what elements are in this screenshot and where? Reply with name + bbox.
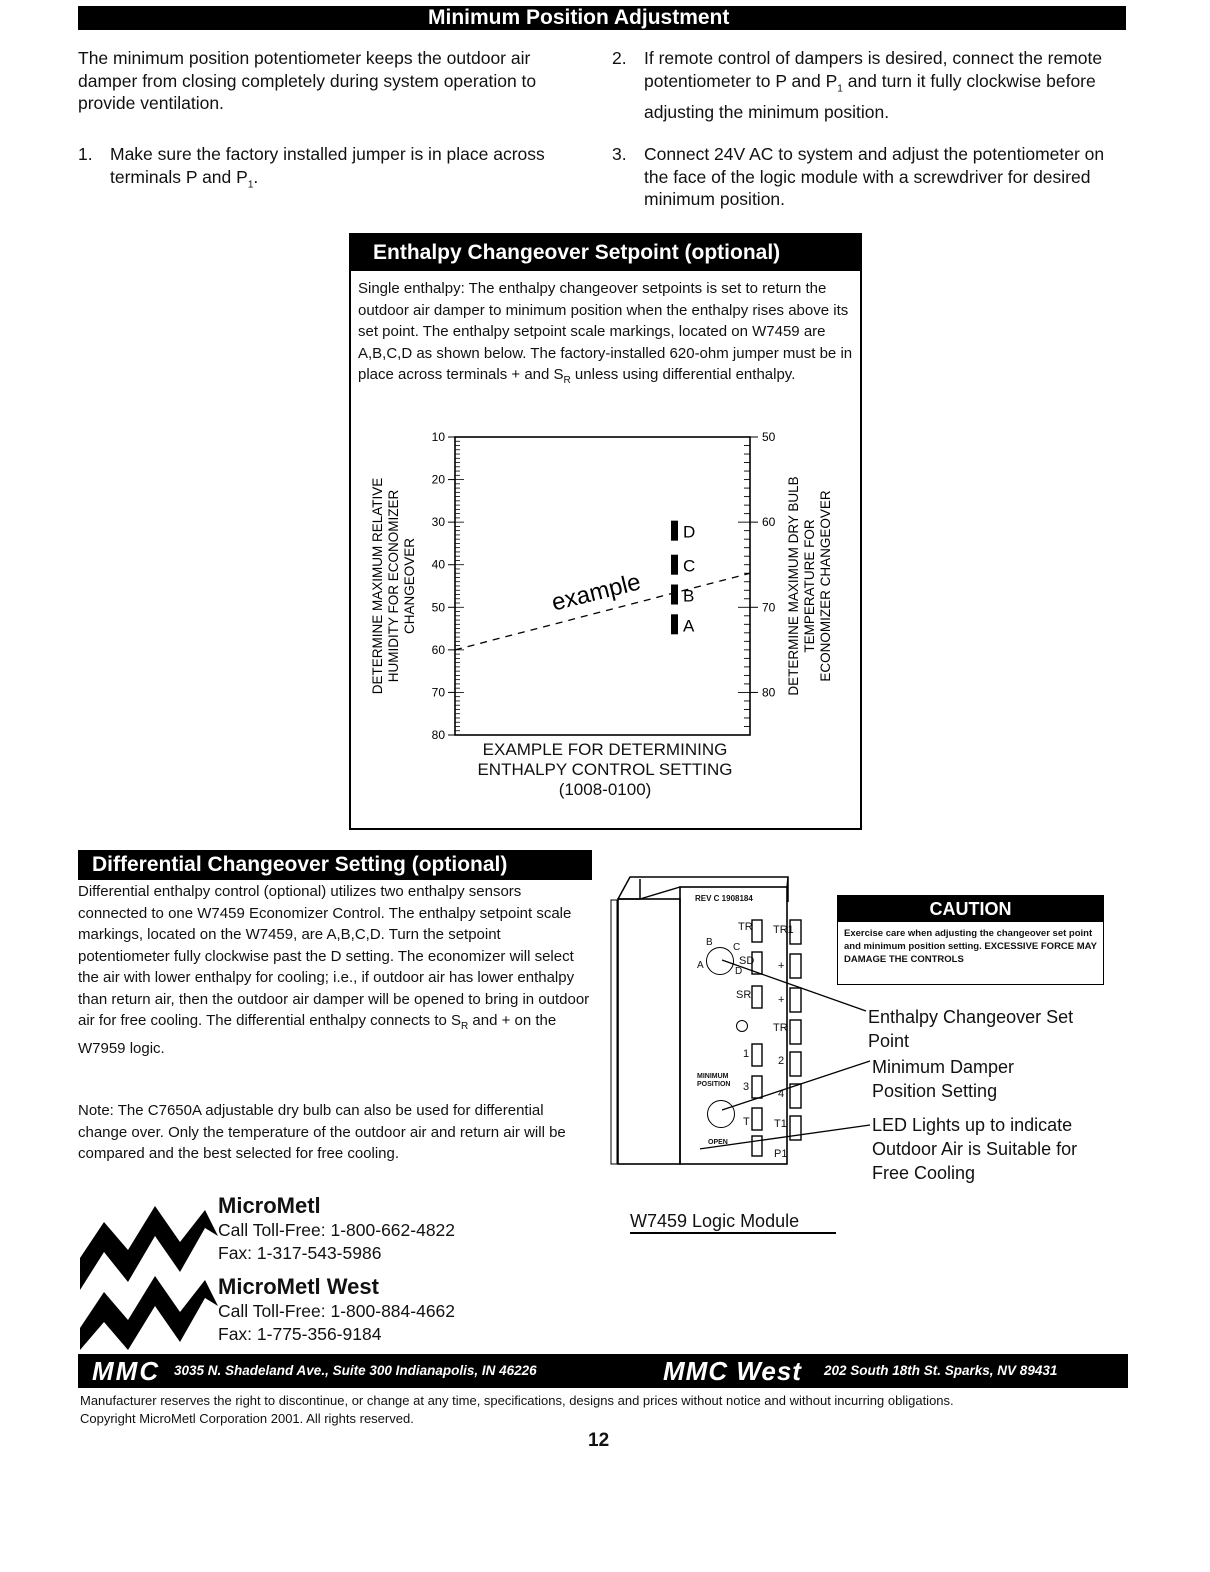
right-axis-title: DETERMINE MAXIMUM DRY BULB xyxy=(786,476,801,696)
left-axis-title: HUMIDITY FOR ECONOMIZER xyxy=(386,489,401,683)
caution-text: Exercise care when adjusting the changeover set point and minimum position setting. EXCESSIVE FORCE MAY DAMAGE THE CONTROLS xyxy=(844,928,1097,965)
right-tick-label: 60 xyxy=(762,515,776,530)
terminal-t: T xyxy=(743,1116,750,1128)
terminal-plus-2: + xyxy=(778,994,785,1006)
terminal-tr: TR xyxy=(738,921,753,933)
setpoint-marker-c xyxy=(671,555,678,575)
enthalpy-chart xyxy=(360,425,850,745)
terminal-1: 1 xyxy=(743,1048,750,1060)
left-tick-label: 80 xyxy=(431,728,445,742)
pot-letter-d: D xyxy=(735,966,743,977)
left-tick-label: 70 xyxy=(431,685,445,700)
terminal-t1: T1 xyxy=(774,1118,787,1130)
footer-west-address: 202 South 18th St. Sparks, NV 89431 xyxy=(824,1363,1058,1378)
contact-micrometl xyxy=(218,1193,455,1265)
chart-caption-line-1: EXAMPLE FOR DETERMINING xyxy=(482,740,728,759)
callout-enthalpy-setpoint: Enthalpy Changeover Set Point xyxy=(868,1007,1074,1051)
contact-phone: Call Toll-Free: 1-800-662-4822 xyxy=(218,1220,456,1240)
terminal-p1: P1 xyxy=(774,1148,788,1160)
enthalpy-body: Single enthalpy: The enthalpy changeover setpoints is set to return the outdoor air damper to minimum position when the enthalpy rises above its set point. The enthalpy setpoint scale markings, located on W7459 are A,B,C,D as shown below. The factory-installed 620-ohm jumper must be in place across terminals + and $S_R$ unless using differential enthalpy. xyxy=(358,280,853,386)
differential-body: Differential enthalpy control (optional) utilizes two enthalpy sensors connected to one W7459 Economizer Control. The enthalpy setpoint scale markings, located on the W7459, are A,B,C,D. Turn the setpoint potentiometer fully clockwise past the D setting. The economizer will select the air with lower enthalpy for cooling; i.e., if outdoor air has lower enthalpy than return air, then the outdoor air damper will be opened to bring in outdoor air for free cooling. The differential enthalpy connects to $S_R$ and + on the W7959 logic. xyxy=(78,883,590,1057)
example-annotation: example xyxy=(548,568,644,617)
setpoint-marker-d xyxy=(671,521,678,541)
terminal-sr: SR xyxy=(736,989,752,1001)
setpoint-marker-a xyxy=(671,614,678,634)
min-position-label: MINIMUM POSITION xyxy=(697,1073,731,1088)
chart-caption xyxy=(450,740,760,800)
right-axis-title: TEMPERATURE FOR xyxy=(802,519,817,653)
left-tick-label: 30 xyxy=(431,515,445,530)
step-1: 1. Make sure the factory installed jumper is in place across terminals P and $P_1$. xyxy=(78,144,545,190)
terminal-sd: SD xyxy=(739,955,755,967)
right-tick-label: 70 xyxy=(762,600,776,615)
page-number: 12 xyxy=(588,1430,610,1451)
footer-address-bar xyxy=(78,1354,1128,1388)
setpoint-marker-b xyxy=(671,585,678,605)
min-position-intro: The minimum position potentiometer keeps the outdoor air damper from closing completely during system operation to provide ventilation. xyxy=(78,48,537,113)
terminal-3: 3 xyxy=(743,1081,750,1093)
setpoint-label-b: B xyxy=(683,586,695,606)
differential-title: Differential Changeover Setting (optional) xyxy=(92,853,508,876)
callout-led: LED Lights up to indicate Outdoor Air is Suitable for Free Cooling xyxy=(872,1115,1078,1183)
terminal-4: 4 xyxy=(778,1088,785,1100)
footer-mmc: MMC xyxy=(92,1356,161,1386)
differential-header xyxy=(78,850,592,880)
contact-fax: Fax: 1-317-543-5986 xyxy=(218,1243,382,1263)
min-position-header xyxy=(78,6,1126,30)
enthalpy-title: Enthalpy Changeover Setpoint (optional) xyxy=(373,241,781,264)
pot-letter-c: C xyxy=(733,942,741,953)
footer-west: MMC West xyxy=(663,1356,802,1386)
step-3: 3. Connect 24V AC to system and adjust the potentiometer on the face of the logic module with a screwdriver for desired minimum position. xyxy=(612,144,1105,209)
left-tick-label: 60 xyxy=(431,642,445,657)
callout-min-damper: Minimum Damper Position Setting xyxy=(872,1057,1015,1101)
pot-letter-a: A xyxy=(697,960,704,971)
open-label: OPEN xyxy=(708,1139,728,1146)
right-tick-label: 80 xyxy=(762,685,776,700)
left-tick-label: 50 xyxy=(431,600,445,615)
differential-note: Note: The C7650A adjustable dry bulb can also be used for differential change over. Only the temperature of the outdoor air and return air will be compared and the best selected for free cooling. xyxy=(78,1102,566,1162)
chart-caption-line-3: (1008-0100) xyxy=(558,780,652,799)
setpoint-label-a: A xyxy=(683,616,695,636)
terminal-plus-1: + xyxy=(778,960,785,972)
left-tick-label: 10 xyxy=(431,430,445,444)
min-position-title: Minimum Position Adjustment xyxy=(428,6,730,29)
caution-title: CAUTION xyxy=(838,896,1103,922)
module-caption: W7459 Logic Module xyxy=(630,1210,836,1234)
pot-letter-b: B xyxy=(706,937,713,948)
contact-name: MicroMetl West xyxy=(218,1274,379,1299)
left-axis-title: DETERMINE MAXIMUM RELATIVE xyxy=(370,477,385,695)
right-tick-label: 50 xyxy=(762,430,776,444)
left-axis-title: CHANGEOVER xyxy=(402,537,417,635)
contact-phone: Call Toll-Free: 1-800-884-4662 xyxy=(218,1301,456,1321)
footer-mmc-address: 3035 N. Shadeland Ave., Suite 300 Indianapolis, IN 46226 xyxy=(174,1363,537,1378)
enthalpy-header xyxy=(351,235,860,271)
contact-name: MicroMetl xyxy=(218,1193,321,1218)
terminal-tr-2: TR xyxy=(773,1022,788,1034)
micrometl-logo xyxy=(80,1200,220,1350)
terminal-2: 2 xyxy=(778,1055,785,1067)
module-rev: REV C 1908184 xyxy=(695,894,753,903)
left-tick-label: 40 xyxy=(431,557,445,572)
footer-copyright: Copyright MicroMetl Corporation 2001. All rights reserved. xyxy=(80,1411,414,1426)
left-tick-label: 20 xyxy=(431,472,445,487)
right-axis-title: ECONOMIZER CHANGEOVER xyxy=(818,490,833,682)
caution-box xyxy=(837,895,1104,985)
step-2: 2. If remote control of dampers is desired, connect the remote potentiometer to P and $P_1$ and turn it fully clockwise before adjusting the minimum position. xyxy=(612,48,1103,122)
setpoint-label-c: C xyxy=(683,556,696,576)
terminal-tr1: TR1 xyxy=(773,924,794,936)
contact-micrometl-west xyxy=(218,1274,455,1346)
contact-fax: Fax: 1-775-356-9184 xyxy=(218,1324,382,1344)
setpoint-label-d: D xyxy=(683,522,696,542)
chart-caption-line-2: ENTHALPY CONTROL SETTING xyxy=(477,760,733,779)
footer-disclaimer: Manufacturer reserves the right to discontinue, or change at any time, specifications, designs and prices without notice and without incurring obligations. xyxy=(80,1393,954,1408)
